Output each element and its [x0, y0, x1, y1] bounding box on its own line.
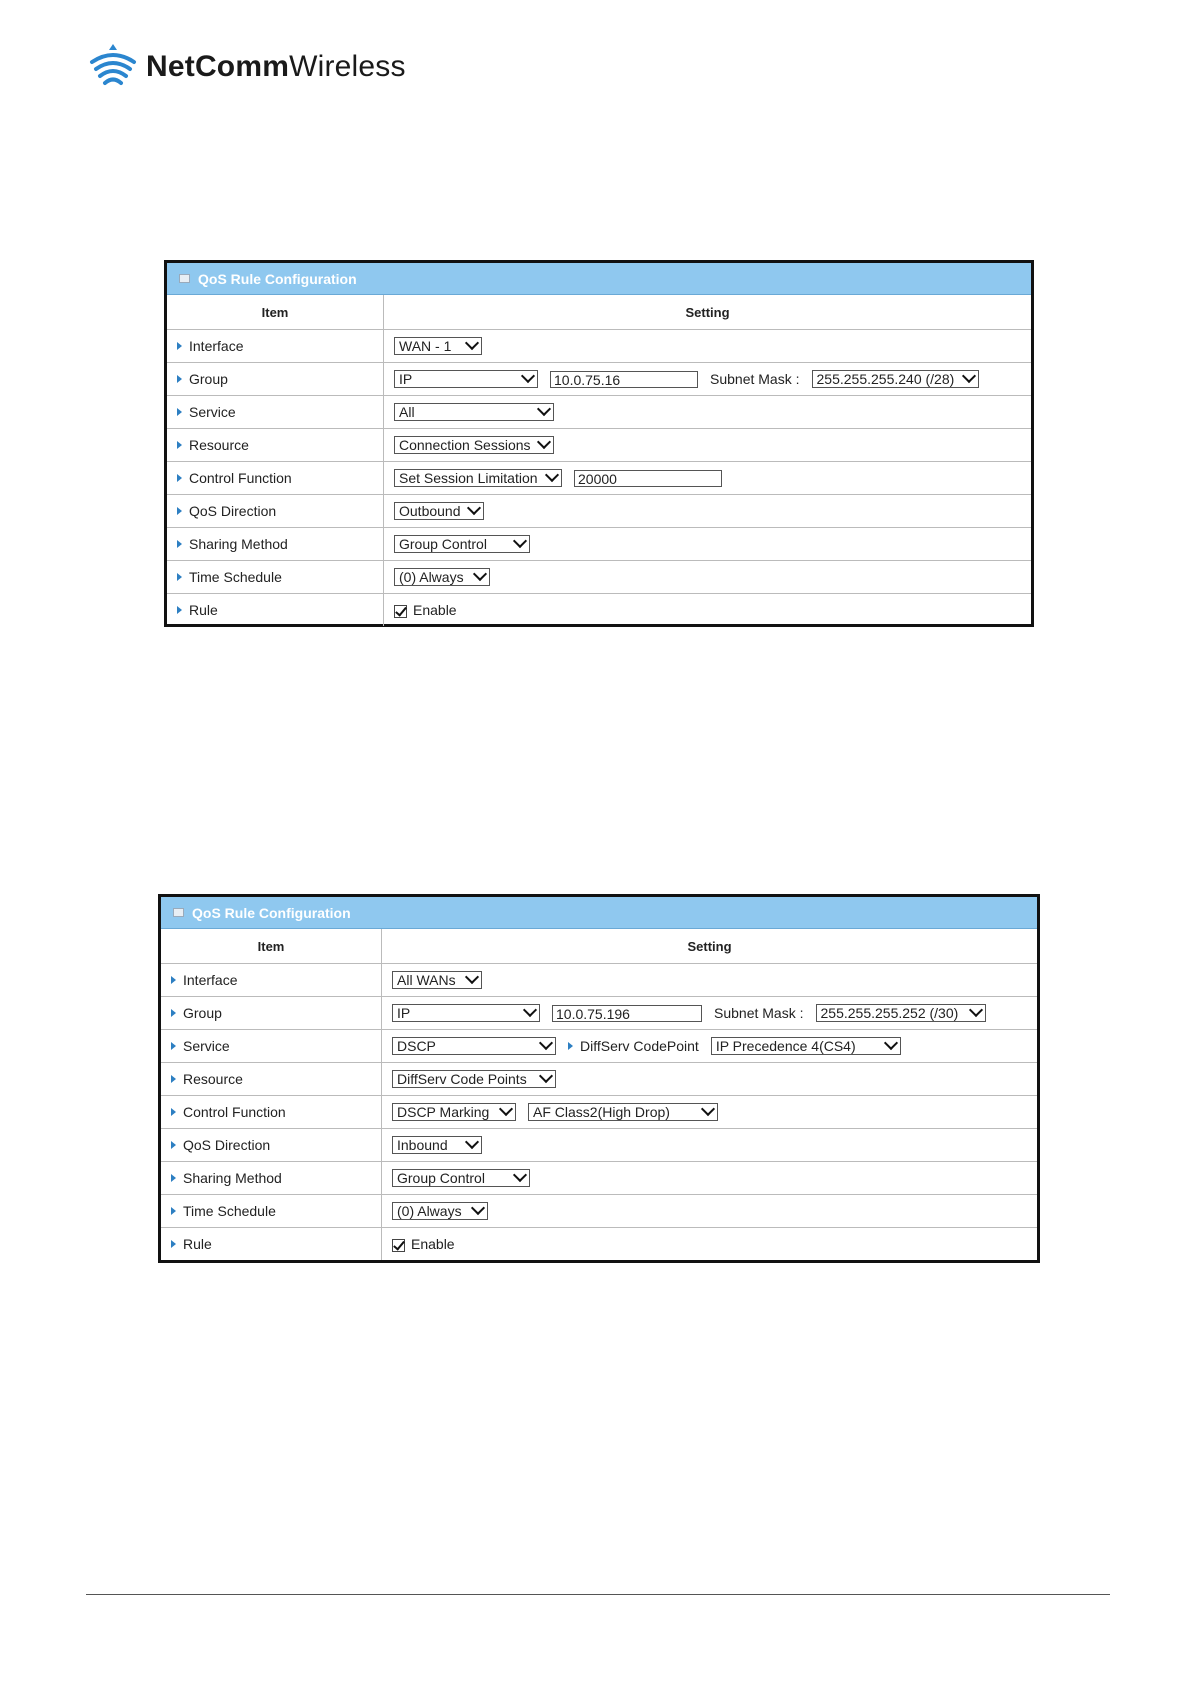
row-resource	[161, 1063, 1037, 1096]
chevron-down-icon	[465, 970, 479, 984]
row-label: Service	[183, 1038, 230, 1054]
row-arrow-icon	[171, 1141, 176, 1149]
logo-wordmark: NetCommWireless	[146, 50, 406, 83]
row-arrow-icon	[177, 540, 182, 548]
subnet-mask-label: Subnet Mask :	[710, 371, 800, 387]
row-arrow-icon	[171, 1042, 176, 1050]
row-arrow-icon	[177, 408, 182, 416]
netcomm-logo	[88, 44, 406, 90]
chevron-down-icon	[701, 1102, 715, 1116]
row-arrow-icon	[171, 1174, 176, 1182]
row-qos-direction	[161, 1129, 1037, 1162]
chevron-down-icon	[523, 1003, 537, 1017]
row-interface	[167, 330, 1031, 363]
row-arrow-icon	[177, 342, 182, 350]
row-rule	[161, 1228, 1037, 1261]
row-arrow-icon	[171, 976, 176, 984]
row-arrow-icon	[177, 573, 182, 581]
row-control-function	[161, 1096, 1037, 1129]
control-function-select[interactable]: Set Session Limitation	[394, 469, 562, 487]
row-label: Time Schedule	[183, 1203, 276, 1219]
chevron-down-icon	[473, 567, 487, 581]
row-label: Resource	[189, 437, 249, 453]
row-interface	[161, 964, 1037, 997]
chevron-down-icon	[513, 1168, 527, 1182]
qos-rule-panel-1	[164, 260, 1034, 627]
rule-enable-label: Enable	[413, 602, 457, 618]
subnet-mask-label: Subnet Mask :	[714, 1005, 804, 1021]
group-ip-input[interactable]: 10.0.75.16	[550, 371, 698, 388]
panel-title: QoS Rule Configuration	[192, 904, 351, 921]
rule-enable-checkbox[interactable]	[394, 605, 407, 618]
row-sharing-method	[167, 528, 1031, 561]
col-header-setting: Setting	[687, 938, 732, 954]
qos-rule-panel-2	[158, 894, 1040, 1263]
group-type-select[interactable]: IP	[392, 1004, 540, 1022]
row-qos-direction	[167, 495, 1031, 528]
row-arrow-icon	[177, 441, 182, 449]
chevron-down-icon	[521, 369, 535, 383]
sharing-method-select[interactable]: Group Control	[394, 535, 530, 553]
config-table	[167, 295, 1031, 626]
panel-icon	[179, 274, 190, 283]
row-arrow-icon	[177, 606, 182, 614]
chevron-down-icon	[465, 336, 479, 350]
row-service	[161, 1030, 1037, 1063]
time-schedule-select[interactable]: (0) Always	[392, 1202, 488, 1220]
row-arrow-icon	[177, 507, 182, 515]
row-label: Service	[189, 404, 236, 420]
wifi-logo-icon	[88, 44, 138, 90]
chevron-down-icon	[545, 468, 559, 482]
diffserv-codepoint-select[interactable]: IP Precedence 4(CS4)	[711, 1037, 901, 1055]
chevron-down-icon	[961, 369, 975, 383]
row-label: Interface	[189, 338, 244, 354]
row-arrow-icon	[177, 474, 182, 482]
row-arrow-icon	[568, 1042, 573, 1050]
col-header-item: Item	[167, 295, 384, 330]
group-type-select[interactable]: IP	[394, 370, 538, 388]
row-arrow-icon	[171, 1075, 176, 1083]
config-table	[161, 929, 1037, 1260]
rule-enable-checkbox[interactable]	[392, 1239, 405, 1252]
col-header-setting: Setting	[685, 304, 730, 320]
row-group	[161, 997, 1037, 1030]
row-rule	[167, 594, 1031, 627]
chevron-down-icon	[884, 1036, 898, 1050]
service-select[interactable]: All	[394, 403, 554, 421]
panel-title: QoS Rule Configuration	[198, 270, 357, 287]
sharing-method-select[interactable]: Group Control	[392, 1169, 530, 1187]
time-schedule-select[interactable]: (0) Always	[394, 568, 490, 586]
footer-divider	[86, 1594, 1110, 1595]
row-control-function	[167, 462, 1031, 495]
af-class-select[interactable]: AF Class2(High Drop)	[528, 1103, 718, 1121]
row-label: Time Schedule	[189, 569, 282, 585]
row-label: Rule	[189, 602, 218, 618]
row-label: Resource	[183, 1071, 243, 1087]
chevron-down-icon	[537, 402, 551, 416]
subnet-mask-select[interactable]: 255.255.255.240 (/28)	[812, 370, 979, 388]
row-label: QoS Direction	[183, 1137, 271, 1153]
row-arrow-icon	[171, 1240, 176, 1248]
resource-select[interactable]: Connection Sessions	[394, 436, 554, 454]
row-label: Sharing Method	[189, 536, 288, 552]
chevron-down-icon	[968, 1003, 982, 1017]
interface-select[interactable]: All WANs	[392, 971, 482, 989]
qos-direction-select[interactable]: Inbound	[392, 1136, 482, 1154]
row-label: Group	[183, 1005, 222, 1021]
chevron-down-icon	[539, 1036, 553, 1050]
chevron-down-icon	[513, 534, 527, 548]
row-label: Interface	[183, 972, 238, 988]
control-function-select[interactable]: DSCP Marking	[392, 1103, 516, 1121]
row-label: Rule	[183, 1236, 212, 1252]
subnet-mask-select[interactable]: 255.255.255.252 (/30)	[816, 1004, 986, 1022]
chevron-down-icon	[499, 1102, 513, 1116]
chevron-down-icon	[467, 501, 481, 515]
chevron-down-icon	[537, 435, 551, 449]
diffserv-codepoint-label: DiffServ CodePoint	[568, 1038, 699, 1054]
row-arrow-icon	[171, 1108, 176, 1116]
row-label: Group	[189, 371, 228, 387]
panel-header	[161, 897, 1037, 929]
chevron-down-icon	[471, 1201, 485, 1215]
row-label: Control Function	[189, 470, 292, 486]
rule-enable-label: Enable	[411, 1236, 455, 1252]
row-sharing-method	[161, 1162, 1037, 1195]
row-resource	[167, 429, 1031, 462]
panel-icon	[173, 908, 184, 917]
row-label: Control Function	[183, 1104, 286, 1120]
row-arrow-icon	[171, 1009, 176, 1017]
row-arrow-icon	[177, 375, 182, 383]
col-header-item: Item	[161, 929, 382, 964]
row-group	[167, 363, 1031, 396]
row-time-schedule	[161, 1195, 1037, 1228]
group-ip-input[interactable]: 10.0.75.196	[552, 1005, 702, 1022]
session-limit-input[interactable]: 20000	[574, 470, 722, 487]
row-time-schedule	[167, 561, 1031, 594]
row-label: Sharing Method	[183, 1170, 282, 1186]
chevron-down-icon	[465, 1135, 479, 1149]
row-label: QoS Direction	[189, 503, 277, 519]
resource-select[interactable]: DiffServ Code Points	[392, 1070, 556, 1088]
interface-select[interactable]: WAN - 1	[394, 337, 482, 355]
panel-header	[167, 263, 1031, 295]
row-service	[167, 396, 1031, 429]
qos-direction-select[interactable]: Outbound	[394, 502, 484, 520]
chevron-down-icon	[539, 1069, 553, 1083]
row-arrow-icon	[171, 1207, 176, 1215]
service-select[interactable]: DSCP	[392, 1037, 556, 1055]
